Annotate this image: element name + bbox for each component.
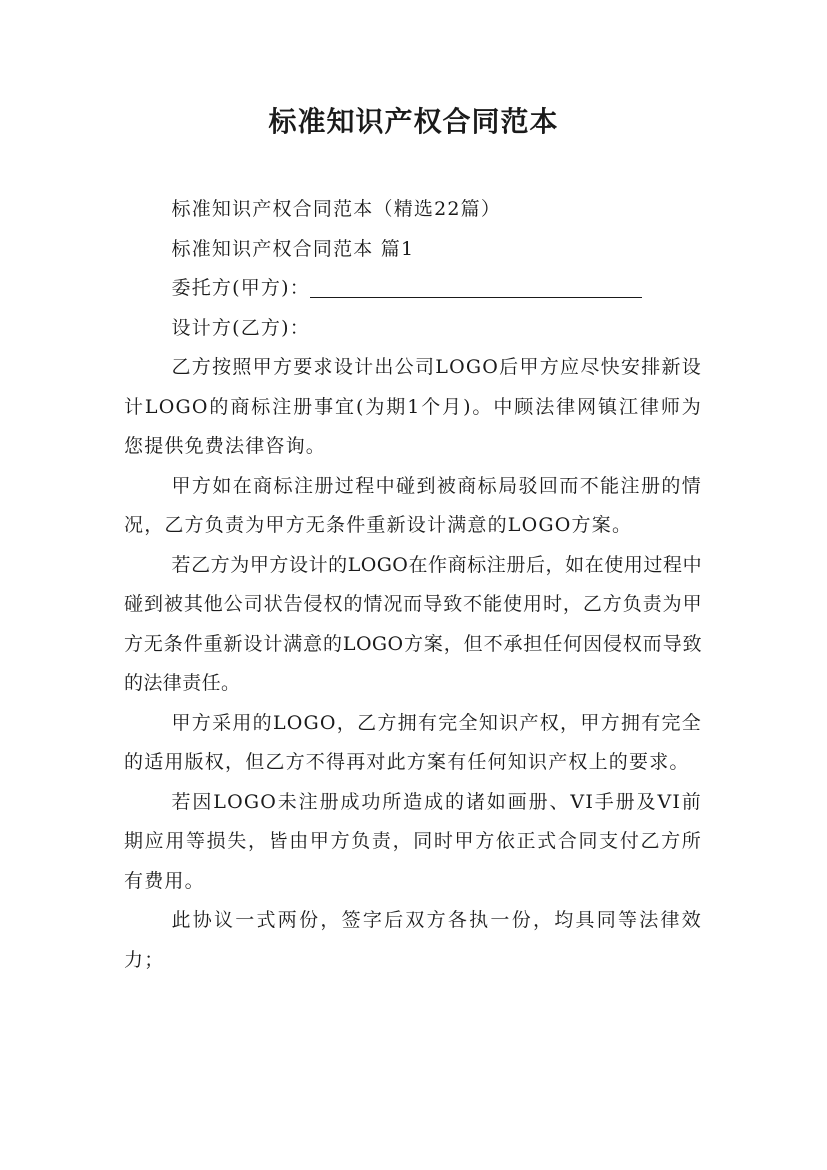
paragraph-clause-6: 此协议一式两份，签字后双方各执一份，均具同等法律效力；: [124, 909, 702, 971]
paragraph-collection-heading: 标准知识产权合同范本（精选22篇）: [171, 198, 502, 220]
paragraph-designer-line: 设计方(乙方)：: [171, 316, 310, 339]
paragraph-client-line: [124, 269, 702, 309]
paragraph-clause-1: 乙方按照甲方要求设计出公司LOGO后甲方应尽快安排新设计LOGO的商标注册事宜(为期1个月)。中顾法律网镇江律师为您提供免费法律咨询。: [124, 356, 702, 457]
paragraph-clause-3: 若乙方为甲方设计的LOGO在作商标注册后，如在使用过程中碰到被其他公司状告侵权的情况而导致不能使用时，乙方负责为甲方无条件重新设计满意的LOGO方案，但不承担任何因侵权而导致的法律责任。: [124, 553, 702, 694]
paragraph-section-heading: 标准知识产权合同范本 篇1: [171, 237, 415, 260]
paragraph-clause-4: 甲方采用的LOGO，乙方拥有完全知识产权，甲方拥有完全的适用版权，但乙方不得再对此方案有任何知识产权上的要求。: [124, 711, 702, 773]
client-blank-line: [310, 277, 642, 298]
document-body: [124, 190, 702, 980]
paragraph-clause-2: 甲方如在商标注册过程中碰到被商标局驳回而不能注册的情况，乙方负责为甲方无条件重新设计满意的LOGO方案。: [124, 474, 702, 536]
paragraph-clause-5: 若因LOGO未注册成功所造成的诸如画册、VI手册及VI前期应用等损失，皆由甲方负责，同时甲方依正式合同支付乙方所有费用。: [124, 790, 702, 892]
client-label: 委托方(甲方)：: [171, 277, 310, 299]
document-title: 标准知识产权合同范本: [268, 105, 559, 138]
